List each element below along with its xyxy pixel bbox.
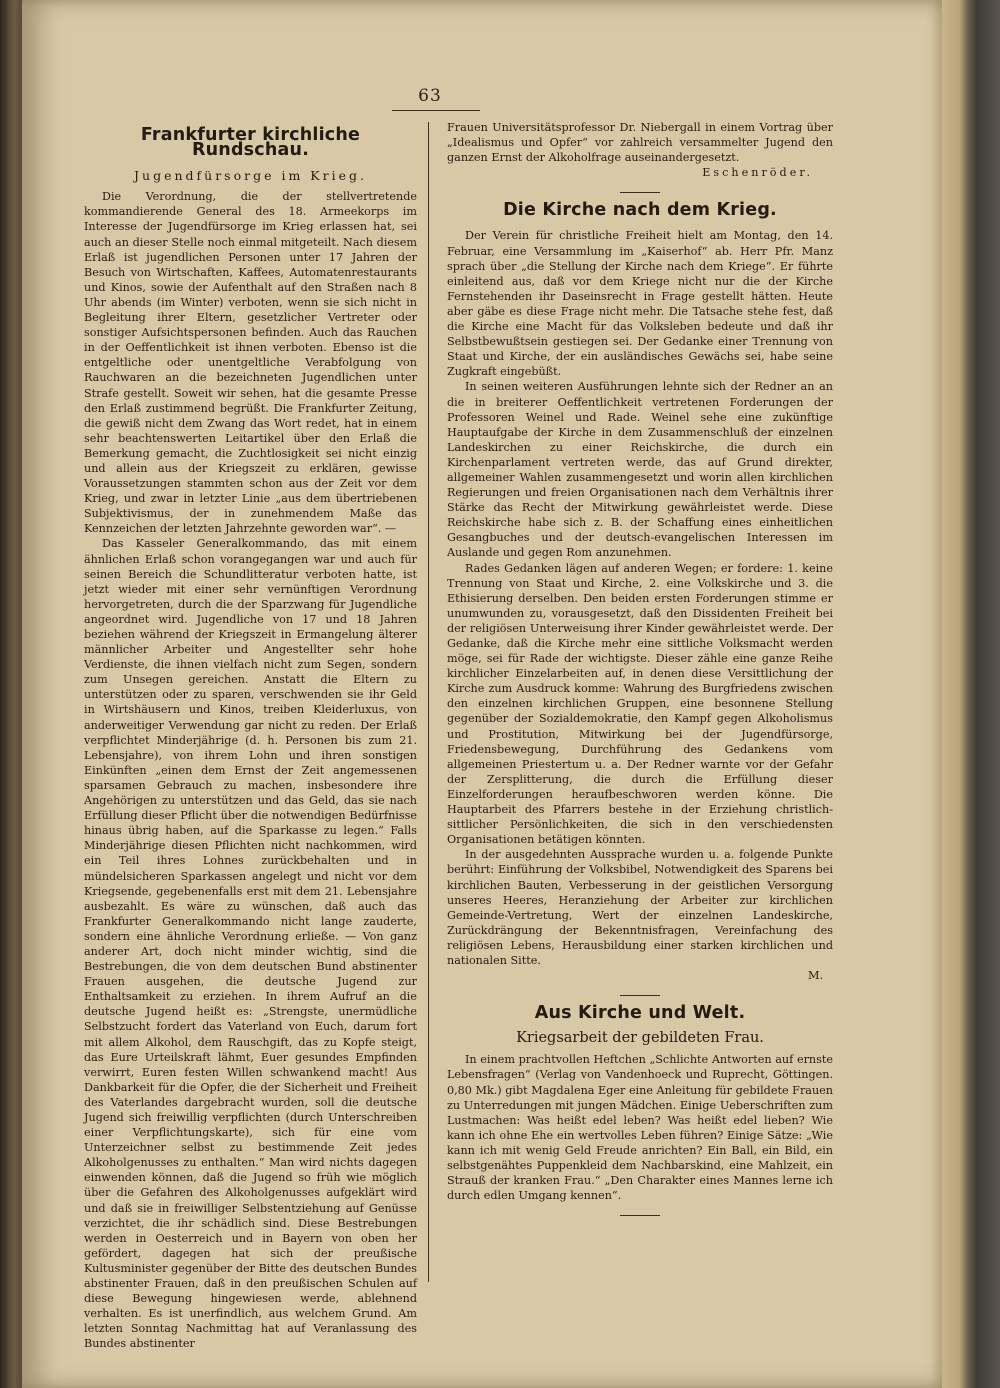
paragraph: Frauen Universitätsprofessor Dr. Niebergall in einem Vortrag über „Idealismus und Opfer“ vor zahlreich versammelter Jugend den ganzen Ernst der Alkoholfrage auseinandergesetzt. [447, 121, 833, 165]
section-rule [620, 1215, 660, 1216]
author-signature: M. [807, 969, 823, 983]
right-column [447, 120, 833, 1295]
paragraph: In einem prachtvollen Heftchen „Schlichte Antworten auf ernste Lebensfragen“ (Verlag von Vandenhoeck und Ruprecht, Göttingen. 0,80 Mk.) gibt Magdalena Eger eine Anleitung für gebildete Frauen zu Unterredungen mit jungen Mädchen. Einige Ueberschriften zum Lustmachen: Was heißt edel leben? Was heißt edel lieben? Wie kann ich ohne Ehe ein wertvolles Leben führen? Einige Sätze: „Wie kann ich mit wenig Geld Freude anrichten? Ein Ball, ein Bild, ein selbstgenähtes Puppenkleid dem Nachbarskind, eine Mahlzeit, ein Strauß der kranken Frau.“ „Den Charakter eines Mannes lerne ich durch edlen Umgang kennen“. [447, 1053, 833, 1203]
paragraph: Das Kasseler Generalkommando, das mit einem ähnlichen Erlaß schon vorangegangen war und auch für seinen Bereich die Schundlitteratur verboten hatte, ist jetzt wieder mit einer sehr vernünftigen Verordnung hervorgetreten, durch die der Sparzwang für Jugendliche angeordnet wird. Jugendliche von 17 und 18 Jahren beziehen während der Kriegszeit in Ermangelung älterer männlicher Arbeiter und Angestellter sehr hohe Verdienste, die ihnen vielfach nicht zum Segen, sondern zum Unsegen gereichen. Anstatt die Eltern zu unterstützen oder zu sparen, verschwenden sie ihr Geld in Wirtshäusern und Kinos, treiben Kleiderluxus, von anderweitiger Verwendung gar nicht zu reden. Der Erlaß verpflichtet Minderjährige (d. h. Personen bis zum 21. Lebensjahre), von ihrem Lohn und ihren sonstigen Einkünften „einen dem Ernst der Zeit angemessenen sparsamen Gebrauch zu machen, insbesondere ihre Angehörigen zu unterstützen und das Geld, das sie nach Erfüllung dieser Pflicht über die notwendigen Bedürfnisse hinaus übrig haben, auf die Sparkasse zu legen.“ Falls Minderjährige diesen Pflichten nicht nachkommen, wird ein Teil ihres Lohnes zurückbehalten und in mündelsicheren Sparkassen angelegt und nicht vor dem Kriegsende, gegebenenfalls erst mit dem 21. Lebensjahre ausbezahlt. Es wäre zu wünschen, daß auch das Frankfurter Generalkommando nicht lange zauderte, sondern eine ähnliche Verordnung erließe. — Von ganz anderer Art, doch nicht minder wichtig, sind die Bestrebungen, die von dem deutschen Bund abstinenter Frauen ausgehen, die deutsche Jugend zur Enthaltsamkeit zu erziehen. In ihrem Aufruf an die deutsche Jugend heißt es: „Strengste, unermüdliche Selbstzucht fordert das Vaterland von Euch, darum fort mit allem Alkohol, dem Rauschgift, das zu Kopfe steigt, das Eure Urteilskraft lähmt, Euer gesundes Empfinden verwirrt, Euren festen Willen schwankend macht! Aus Dankbarkeit für die Opfer, die der Sicherheit und Freiheit des Vaterlandes dargebracht wurden, soll die deutsche Jugend sich freiwillig verpflichten (durch Unterschreiben einer Verpflichtungskarte), sich für eine vom Unterzeichner selbst zu bestimmende Zeit jedes Alkoholgenusses zu enthalten.“ Man wird nichts dagegen einwenden können, daß die Jugend so früh wie möglich über die Gefahren des Alkoholgenusses aufgeklärt wird und daß sie in freiwilliger Selbstentziehung auf Genüsse verzichtet, die ihr schädlich sind. Diese Bestrebungen werden in Oesterreich und in Bayern von oben her gefördert, dagegen hat sich der preußische Kultusminister gegenüber der Bitte des deutschen Bundes abstinenter Frauen, daß in den preußischen Schulen auf diese Bewegung hingewiesen werde, ablehnend verhalten. Es ist unerfindlich, aus welchem Grund. Am letzten Sonntag Nachmittag hat auf Veranlassung des Bundes abstinenter [84, 537, 417, 1351]
article-subtitle: Kriegsarbeit der gebildeten Frau. [516, 1030, 764, 1047]
paragraph: Die Verordnung, die der stellvertretende kommandierende General des 18. Armeekorps im Interesse der Jugendfürsorge im Krieg erlassen hat, sei auch an dieser Stelle noch einmal mitgeteilt. Nach diesem Erlaß ist jugendlichen Personen unter 17 Jahren der Besuch von Wirtschaften, Kaffees, Automatenrestaurants und Kinos, sowie der Aufenthalt auf den Straßen nach 8 Uhr abends (im Winter) verboten, wenn sie sich nicht in Begleitung ihrer Eltern, gesetzlicher Vertreter oder sonstiger Aufsichtspersonen befinden. Auch das Rauchen in der Oeffentlichkeit ist ihnen verboten. Ebenso ist die entgeltliche oder unentgeltliche Verabfolgung von Rauchwaren an die bezeichneten Jugendlichen unter Strafe gestellt. Soweit wir sehen, hat die gesamte Presse den Erlaß zustimmend begrüßt. Die Frankfurter Zeitung, die gewiß nicht dem Zwang das Wort redet, hat in einem sehr beachtenswerten Leitartikel über den Erlaß die Bemerkung gemacht, die Zuchtlosigkeit sei nicht einzig und allein aus der Kriegszeit zu erklären, gewisse Voraussetzungen stammten schon aus der Zeit vor dem Krieg, und zwar in letzter Linie „aus dem übertriebenen Subjektivismus, der in zunehmendem Maße das Kennzeichen der letzten Jahrzehnte geworden war“. — [84, 190, 417, 536]
article-title: Die Kirche nach dem Krieg. [503, 200, 777, 221]
left-column [84, 120, 417, 1351]
paragraph: In der ausgedehnten Aussprache wurden u. a. folgende Punkte berührt: Einführung der Volksbibel, Notwendigkeit des Sparens bei kirchlichen Bauten, Verbesserung in der geistlichen Versorgung unseres Heeres, Heranziehung der Arbeiter zur kirchlichen Gemeinde-Vertretung, Wert der einzelnen Landeskirche, Zurückdrängung der Bekenntnisfragen, Vereinfachung des religiösen Lebens, Herausbildung einer starken kirchlichen und nationalen Sitte. [447, 848, 833, 967]
page-number: 63 [418, 86, 442, 106]
paragraph: Rades Gedanken lägen auf anderen Wegen; er fordere: 1. keine Trennung von Staat und Kirche, 2. eine Volkskirche und 3. die Ethisierung derselben. Den beiden ersten Forderungen stimme er unumwunden zu, vorausgesetzt, daß den Dissidenten Freiheit bei der religiösen Unterweisung ihrer Kinder gewährleistet werde. Der Gedanke, daß die Kirche mehr eine sittliche Volksmacht werden möge, sei für Rade der wichtigste. Dieser zähle eine ganze Reihe kirchlicher Einzelarbeiten auf, in denen diese Versittlichung der Kirche zum Ausdruck komme: Wahrung des Burgfriedens zwischen den einzelnen kirchlichen Gruppen, eine besonnene Stellung gegenüber der Sozialdemokratie, den Kampf gegen Alkoholismus und Prostitution, Mitwirkung bei der Jugendfürsorge, Friedensbewegung, Durchführung des Gedankens vom allgemeinen Priestertum u. a. Der Redner warnte vor der Gefahr der Zersplitterung, die durch die Erfüllung dieser Einzelforderungen heraufbeschworen werden könne. Die Hauptarbeit des Pfarrers bestehe in der Erziehung christlich-sittlicher Persönlichkeiten, die sich in den verschiedensten Organisationen betätigen könnten. [447, 561, 833, 847]
author-signature: Eschenröder. [702, 166, 813, 180]
article-subtitle: Jugendfürsorge im Krieg. [134, 168, 367, 184]
book-cover-edge [942, 0, 1000, 1388]
section-rule [620, 995, 660, 996]
paragraph: Der Verein für christliche Freiheit hielt am Montag, den 14. Februar, eine Versammlung im „Kaiserhof“ ab. Herr Pfr. Manz sprach über „die Stellung der Kirche nach dem Kriege“. Er führte einleitend aus, daß vor dem Kriege nicht nur die der Kirche Fernstehenden ihr Daseinsrecht in Frage gestellt hätten. Heute aber gäbe es diese Frage nicht mehr. Die Tatsache stehe fest, daß die Kirche eine Macht für das Volksleben bedeute und daß ihr Selbstbewußtsein gestiegen sei. Der Gedanke einer Trennung von Staat und Kirche, der ein ausländisches Gewächs sei, habe seine Zugkraft eingebüßt. [447, 229, 833, 379]
article-title: Frankfurter kirchliche Rundschau. [140, 125, 361, 161]
paragraph: In seinen weiteren Ausführungen lehnte sich der Redner an an die in breiterer Oeffentlichkeit vertretenen Forderungen der Professoren Weinel und Rade. Weinel sehe eine zukünftige Hauptaufgabe der Kirche in dem Zusammenschluß der einzelnen Landeskirchen zu einer Reichskirche, die durch ein Kirchenparlament vertreten werde, das auf Grund direkter, allgemeiner Wahlen zusammengesetzt und worin allen kirchlichen Regierungen und freien Organisationen nach dem Verhältnis ihrer Stärke das Recht der Mitwirkung gewährleistet werde. Diese Reichskirche habe sich z. B. der Schaffung eines einheitlichen Gesangbuches und der deutsch-evangelischen Interessen im Auslande und gegen Rom anzunehmen. [447, 380, 833, 560]
article-title: Aus Kirche und Welt. [534, 1003, 746, 1024]
column-divider [428, 122, 429, 1282]
header-rule [392, 110, 480, 111]
section-rule [620, 192, 660, 193]
